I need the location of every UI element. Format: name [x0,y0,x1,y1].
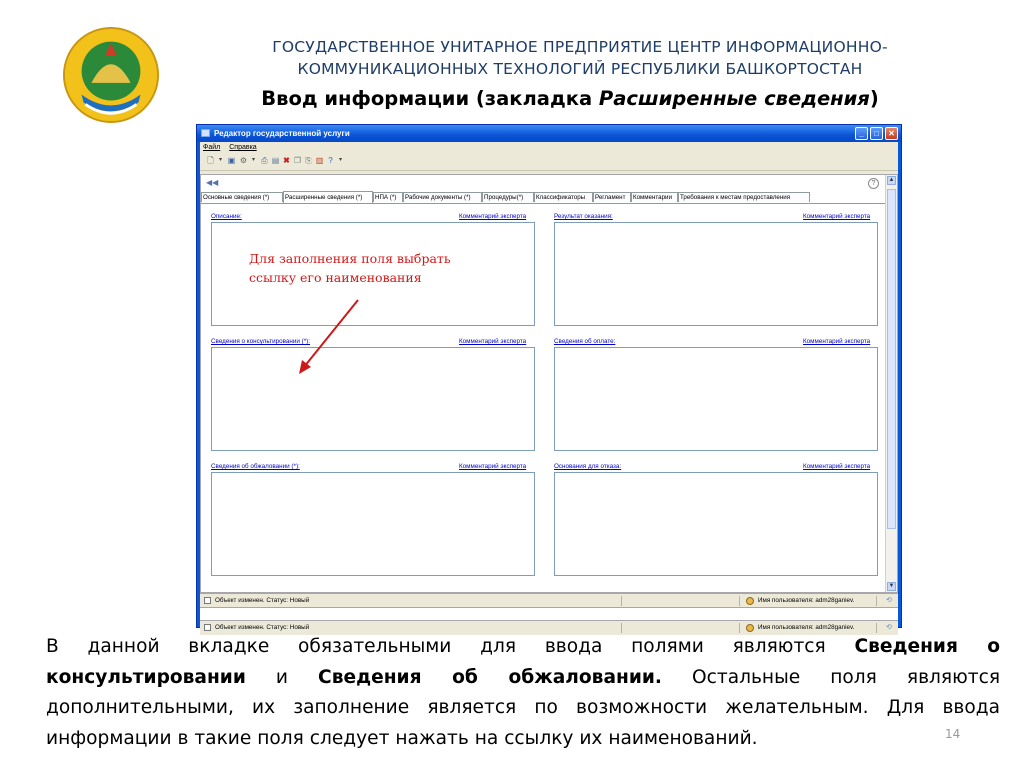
tab-basic-info[interactable]: Основные сведения (*) [201,192,283,202]
app-icon [201,129,210,137]
org-line-1: ГОСУДАРСТВЕННОЕ УНИТАРНОЕ ПРЕДПРИЯТИЕ ЦЕНТР ИНФОРМАЦИОННО- [272,38,888,56]
organization-name [230,36,930,80]
menu-file[interactable]: Файл [203,144,221,151]
description-paragraph [46,632,1000,754]
result-link[interactable]: Результат оказания: [554,213,613,220]
status-message: Объект изменен. Статус: Новый [215,597,310,604]
expert-comment-link[interactable]: Комментарий эксперта [459,338,527,345]
result-textarea[interactable] [554,222,878,326]
refresh-icon[interactable]: ⟲ [886,597,892,604]
paste-icon[interactable]: ⎘ [305,156,312,165]
slide-title [200,87,940,110]
tab-regulation[interactable]: Регламент [593,192,631,202]
delete-icon[interactable]: ✖ [283,156,290,165]
vertical-scrollbar[interactable] [885,175,897,592]
status-bar [200,593,898,608]
minimize-button[interactable]: _ [855,127,868,140]
refusal-grounds-link[interactable]: Основания для отказа: [554,463,622,470]
export-icon[interactable]: ▥ [315,156,324,165]
payment-info-textarea[interactable] [554,347,878,451]
body-part-1: В данной вкладке обязательными для ввода полями являются [46,636,855,657]
settings-icon[interactable]: ⚙ [239,156,248,165]
body-part-2: и [245,666,319,688]
question-icon[interactable]: ? [868,178,879,189]
scroll-up-icon[interactable]: ▲ [888,177,895,183]
panel-header [201,175,885,191]
expert-comment-link[interactable]: Комментарий эксперта [459,213,527,220]
body-bold-1: Сведения о консультировании [46,636,1000,688]
tab-procedures[interactable]: Процедуры(*) [482,192,534,202]
status-user: Имя пользователя: adm28ganiev. [758,597,855,604]
close-button[interactable]: ✕ [885,127,898,140]
status-message: Объект изменен. Статус: Новый [215,624,310,631]
preview-icon[interactable]: ▤ [271,156,280,165]
tab-extended-info[interactable]: Расширенные сведения (*) [283,191,373,203]
appeal-info-link[interactable]: Сведения об обжаловании (*): [211,463,300,470]
annotation-line-1: Для заполнения поля выбрать [249,251,451,266]
consulting-info-textarea[interactable] [211,347,535,451]
app-window [196,124,902,631]
title-italic: Расширенные сведения [598,87,870,110]
scroll-thumb[interactable] [887,189,896,529]
title-suffix: ) [869,87,879,110]
copy-icon[interactable]: ❐ [293,156,302,165]
menu-bar [200,142,898,153]
dropdown-arrow-icon[interactable]: ▾ [338,157,342,163]
back-icon[interactable]: ◀◀ [206,178,219,187]
refusal-grounds-textarea[interactable] [554,472,878,576]
expert-comment-link[interactable]: Комментарий эксперта [459,463,527,470]
expert-comment-link[interactable]: Комментарий эксперта [803,463,871,470]
tab-strip [201,191,885,204]
editor-panel [200,174,898,593]
tab-comments[interactable]: Комментарии [631,192,678,202]
expert-comment-link[interactable]: Комментарий эксперта [803,338,871,345]
tab-npa[interactable]: НПА (*) [373,192,403,202]
dropdown-arrow-icon[interactable]: ▾ [218,157,222,163]
org-line-2: КОММУНИКАЦИОННЫХ ТЕХНОЛОГИЙ РЕСПУБЛИКИ БАШКОРТОСТАН [297,60,863,78]
help-icon[interactable]: ? [328,156,333,165]
dropdown-arrow-icon[interactable]: ▾ [251,157,255,163]
toolbar [200,153,898,171]
secondary-panel [200,607,898,621]
document-status-icon [204,624,211,631]
window-client [200,142,898,631]
print-icon[interactable]: ⎙ [261,156,268,165]
payment-info-link[interactable]: Сведения об оплате: [554,338,616,345]
description-link[interactable]: Описание: [211,213,242,220]
save-icon[interactable]: ▣ [227,156,236,165]
annotation-arrow [296,297,366,377]
expert-comment-link[interactable]: Комментарий эксперта [803,213,871,220]
consulting-info-link[interactable]: Сведения о консультировании (*): [211,338,311,345]
body-part-3: Остальные поля являются дополнительными, их заполнение является по возможности желательным. Для ввода информации в такие поля следует нажать на ссылку их наименований. [46,666,1000,749]
tab-place-requirements[interactable]: Требования к местам предоставления [678,192,810,202]
title-prefix: Ввод информации (закладка [261,87,599,110]
scroll-down-icon[interactable]: ▼ [888,583,895,589]
annotation-line-2: ссылку его наименования [249,270,422,285]
window-titlebar[interactable] [197,125,901,142]
bashkortostan-emblem [62,26,160,124]
new-doc-icon[interactable]: 🗋 [207,156,214,165]
user-icon [746,597,754,605]
window-title: Редактор государственной услуги [214,129,350,138]
appeal-info-textarea[interactable] [211,472,535,576]
status-user: Имя пользователя: adm28ganiev. [758,624,855,631]
menu-help[interactable]: Справка [229,144,257,151]
refresh-icon[interactable]: ⟲ [886,624,892,631]
page-number: 14 [945,727,961,741]
tab-classifiers[interactable]: Классификаторы [534,192,593,202]
body-bold-2: Сведения об обжаловании. [318,666,662,688]
tab-work-documents[interactable]: Рабочие документы (*) [403,192,482,202]
maximize-button[interactable]: □ [870,127,883,140]
user-icon [746,624,754,632]
annotation-text [249,249,519,287]
document-status-icon [204,597,211,604]
